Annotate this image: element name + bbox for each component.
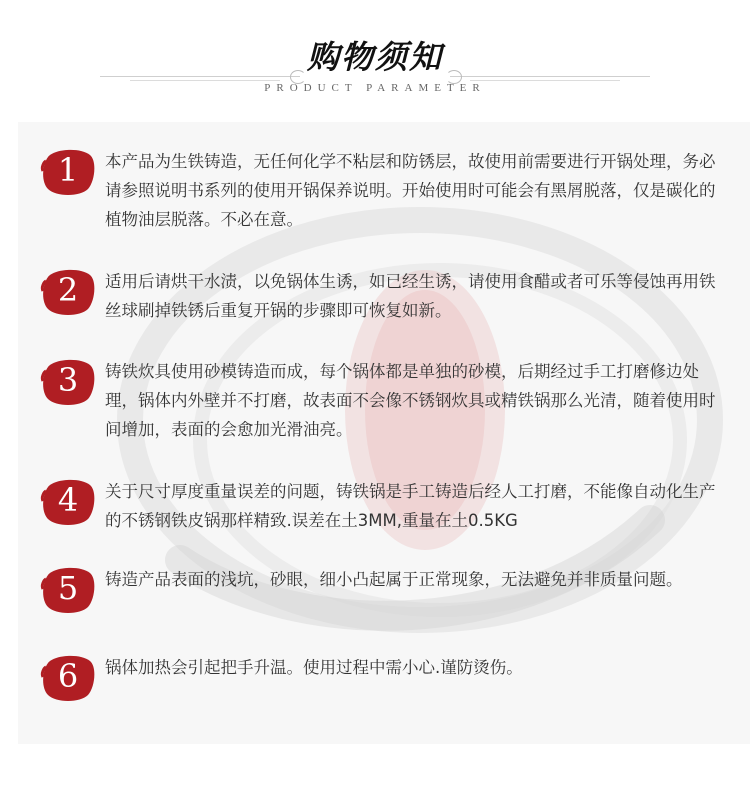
number-badge xyxy=(40,147,96,197)
number-badge xyxy=(40,477,96,527)
item-text: 铸造产品表面的浅坑，砂眼，细小凸起属于正常现象，无法避免并非质量问题。 xyxy=(105,570,683,589)
item-number: 6 xyxy=(57,657,79,695)
page-subtitle: PRODUCT PARAMETER xyxy=(264,82,486,94)
header xyxy=(0,0,750,120)
item-number: 4 xyxy=(57,481,79,519)
page-title: 购物须知 xyxy=(306,38,443,76)
item-number: 3 xyxy=(57,361,79,399)
item-text: 关于尺寸厚度重量误差的问题，铸铁锅是手工铸造后经人工打磨，不能像自动化生产的不锈钢铁皮锅那样精致.误差在土3MM,重量在土0.5KG xyxy=(105,482,716,530)
item-text: 锅体加热会引起把手升温。使用过程中需小心.谨防烫伤。 xyxy=(105,658,523,677)
divider-line xyxy=(470,80,620,81)
number-badge xyxy=(40,565,96,615)
number-badge xyxy=(40,653,96,703)
item-number: 5 xyxy=(57,569,79,607)
number-badge xyxy=(40,267,96,317)
item-text: 适用后请烘干水渍，以免锅体生诱，如已经生诱，请使用食醋或者可乐等侵蚀再用铁丝球刷掉铁锈后重复开锅的步骤即可恢复如新。 xyxy=(105,272,716,320)
item-number: 1 xyxy=(57,151,79,189)
item-text: 本产品为生铁铸造，无任何化学不粘层和防锈层，故使用前需要进行开锅处理，务必请参照说明书系列的使用开锅保养说明。开始使用时可能会有黑屑脱落，仅是碳化的植物油层脱落。不必在意。 xyxy=(105,152,716,229)
divider-line xyxy=(130,80,280,81)
item-text: 铸铁炊具使用砂模铸造而成，每个锅体都是单独的砂模，后期经过手工打磨修边处理，锅体内外壁并不打磨，故表面不会像不锈钢炊具或精铁锅那么光清，随着使用时间增加，表面的会愈加光滑油亮。 xyxy=(105,362,716,439)
number-badge xyxy=(40,357,96,407)
item-number: 2 xyxy=(57,271,79,309)
